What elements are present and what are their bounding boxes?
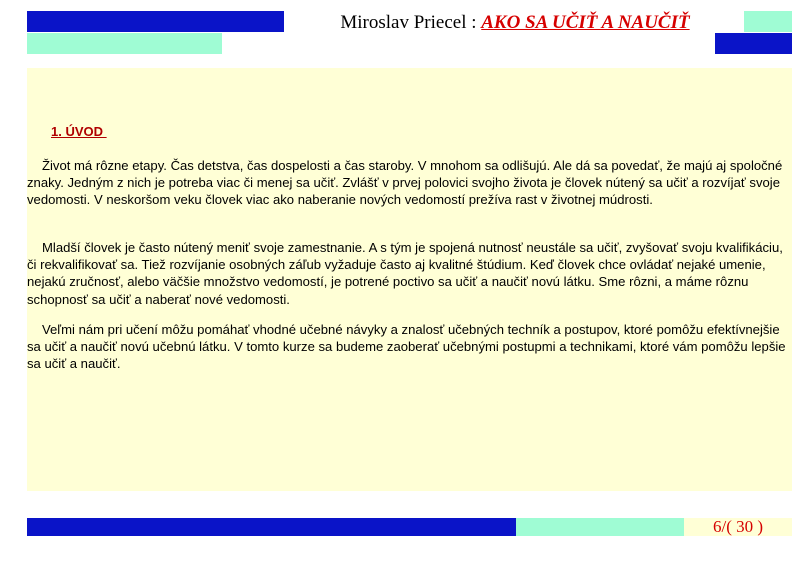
header-bar-blue-left [27, 11, 284, 32]
header-bar-blue-right [715, 33, 792, 54]
section-heading: 1. ÚVOD [51, 124, 107, 139]
paragraph-2: Mladší človek je často nútený meniť svoje zamestnanie. A s tým je spojená nutnosť neustále sa učiť, zvyšovať svoju kvalifikáciu, či rekvalifikovať sa. Tiež rozvíjanie osobných záľub vyžaduje často aj kvalitné štúdium. Keď človek chce ovládať nejaké umenie, nejakú zručnosť, alebo väčšie množstvo vedomostí, je potrené poctivo sa učiť a naučiť novú látku. Sme rôzni, a máme rôznu schopnosť sa učiť a naberať nové vedomosti. [27, 240, 783, 307]
header-bar-mint-right [744, 11, 792, 32]
page-number: 6/( 30 ) [712, 517, 764, 536]
footer-bar-blue [27, 518, 516, 536]
paragraph-1: Život má rôzne etapy. Čas detstva, čas dospelosti a čas staroby. V mnohom sa odlišujú. Ale dá sa povedať, že majú aj spoločné znaky. Jedným z nich je potreba viac či menej sa učiť. Zvlášť v prvej polovici svojho života je človek nútený sa učiť a rozvíjať svoje vedomosti. V neskoršom veku človek viac ako naberanie nových vedomostí prežíva rast v životnej múdrosti. [27, 158, 783, 208]
page-title [286, 10, 744, 36]
paragraph-3: Veľmi nám pri učení môžu pomáhať vhodné učebné návyky a znalosť učebných techník a postupov, ktoré pomôžu efektívnejšie sa učiť a naučiť novú učebnú látku. V tomto kurze sa budeme zaoberať učebnými postupmi a technikami, ktoré vám pomôžu lepšie sa učiť a naučiť. [27, 322, 786, 372]
document-title: AKO SA UČIŤ A NAUČIŤ [481, 12, 690, 33]
author-name: Miroslav Priecel : [340, 12, 482, 33]
content-panel [27, 68, 792, 491]
header-bar-mint-left [27, 33, 222, 54]
footer-bar-mint [516, 518, 684, 536]
